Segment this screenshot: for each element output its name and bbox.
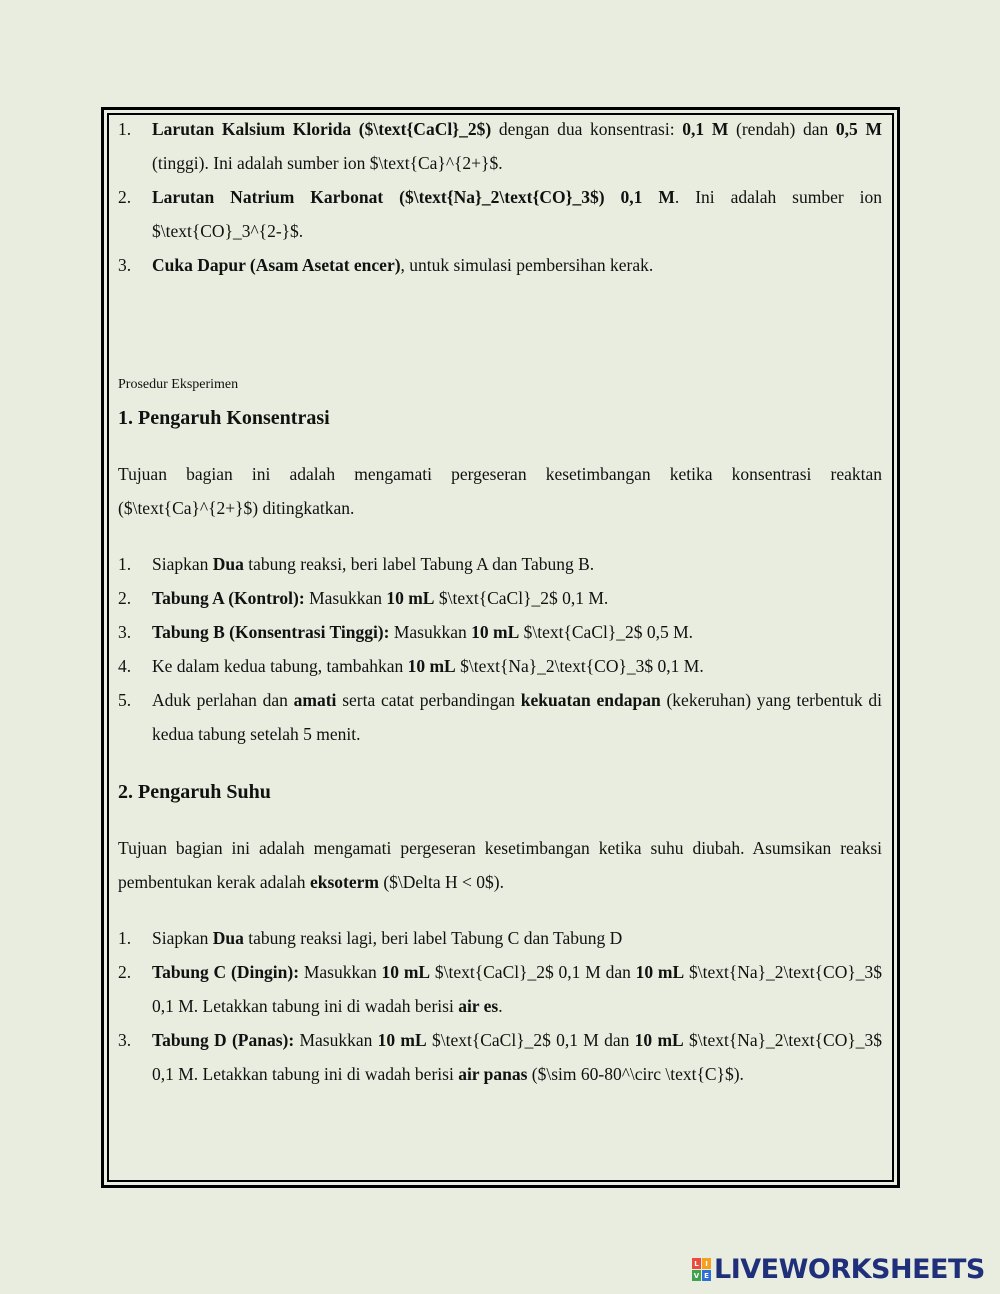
liveworksheets-logo[interactable] bbox=[692, 1254, 985, 1285]
liveworksheets-logo-text: LIVEWORKSHEETS bbox=[714, 1254, 985, 1285]
worksheet-content bbox=[118, 112, 882, 1091]
liveworksheets-logo-icon bbox=[692, 1258, 711, 1281]
list-item: 1. Siapkan Dua tabung reaksi lagi, beri label Tabung C dan Tabung D bbox=[118, 928, 623, 948]
intro-paragraph-concentration: Tujuan bagian ini adalah mengamati pergeseran kesetimbangan ketika konsentrasi reaktan ($\text{Ca}^{2+}$) ditingkatkan. bbox=[118, 464, 882, 518]
list-item: 1. Siapkan Dua tabung reaksi, beri label Tabung A dan Tabung B. bbox=[118, 554, 595, 574]
list-item: 2. Tabung C (Dingin): Masukkan 10 mL $\text{CaCl}_2$ 0,1 M dan 10 mL $\text{Na}_2\text{CO}_3$ 0,1 M. Letakkan tabung ini di wadah berisi air es. bbox=[118, 962, 883, 1016]
steps-list-concentration bbox=[118, 547, 882, 751]
section-heading-concentration: 1. Pengaruh Konsentrasi bbox=[118, 407, 330, 429]
list-item: 1. Larutan Kalsium Klorida ($\text{CaCl}_2$) dengan dua konsentrasi: 0,1 M (rendah) dan 0,5 M (tinggi). Ini adalah sumber ion $\text{Ca}^{2+}$. bbox=[118, 119, 882, 173]
list-item: 3. Tabung B (Konsentrasi Tinggi): Masukkan 10 mL $\text{CaCl}_2$ 0,5 M. bbox=[118, 622, 694, 642]
list-item: 3. Tabung D (Panas): Masukkan 10 mL $\text{CaCl}_2$ 0,1 M dan 10 mL $\text{Na}_2\text{CO}_3$ 0,1 M. Letakkan tabung ini di wadah berisi air panas ($\sim 60-80^\circ \text{C}$). bbox=[118, 1030, 883, 1084]
section-label: Prosedur Eksperimen bbox=[118, 377, 239, 392]
logo-tile-v: V bbox=[693, 1271, 700, 1280]
list-item: 4. Ke dalam kedua tabung, tambahkan 10 mL $\text{Na}_2\text{CO}_3$ 0,1 M. bbox=[118, 656, 704, 676]
steps-list-temperature bbox=[118, 921, 882, 1091]
materials-list bbox=[118, 112, 882, 282]
section-heading-temperature: 2. Pengaruh Suhu bbox=[118, 781, 271, 803]
intro-paragraph-temperature: Tujuan bagian ini adalah mengamati pergeseran kesetimbangan ketika suhu diubah. Asumsikan reaksi pembentukan kerak adalah eksoterm ($\Delta H < 0$). bbox=[118, 838, 882, 892]
list-item: 2. Tabung A (Kontrol): Masukkan 10 mL $\text{CaCl}_2$ 0,1 M. bbox=[118, 588, 609, 608]
logo-tile-l: L bbox=[692, 1258, 701, 1269]
list-item: 2. Larutan Natrium Karbonat ($\text{Na}_2\text{CO}_3$) 0,1 M. Ini adalah sumber ion $\text{CO}_3^{2-}$. bbox=[118, 187, 883, 241]
logo-tile-i: I bbox=[702, 1258, 711, 1269]
list-item: 3. Cuka Dapur (Asam Asetat encer), untuk simulasi pembersihan kerak. bbox=[118, 255, 654, 275]
list-item: 5. Aduk perlahan dan amati serta catat perbandingan kekuatan endapan (kekeruhan) yang terbentuk di kedua tabung setelah 5 menit. bbox=[118, 690, 882, 744]
logo-tile-e: E bbox=[702, 1270, 711, 1281]
